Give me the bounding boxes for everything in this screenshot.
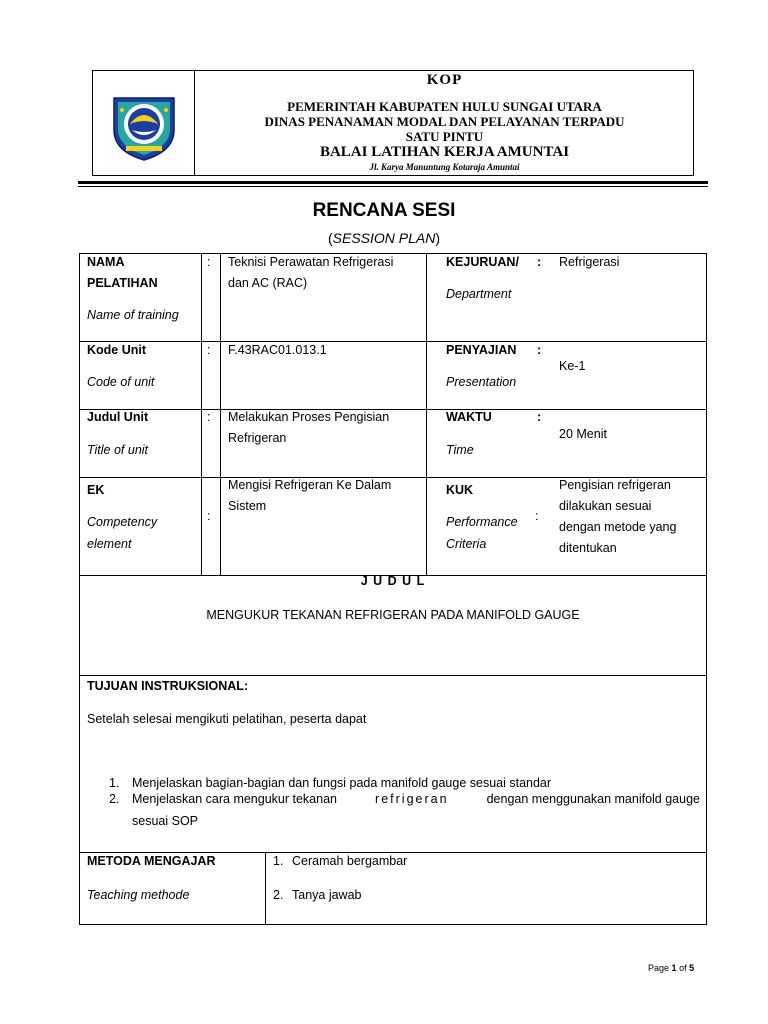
nama-colon: : xyxy=(207,255,211,269)
penyajian-label: PENYAJIAN xyxy=(446,343,517,357)
code-of-unit-label: Code of unit xyxy=(87,375,155,389)
page-number: Page 1 of 5 xyxy=(648,963,695,973)
competency-label: Competency xyxy=(87,515,158,529)
tujuan-item: Menjelaskan bagian-bagian dan fungsi pada manifold gauge sesuai standar xyxy=(132,776,552,790)
kuk-value-cont: ditentukan xyxy=(559,541,617,555)
letterhead-line-government: PEMERINTAH KABUPATEN HULU SUNGAI UTARA xyxy=(287,99,602,114)
metoda-item: Tanya jawab xyxy=(292,888,362,902)
performance-label: Performance xyxy=(446,515,518,529)
waktu-label: WAKTU xyxy=(446,410,492,424)
kejuruan-label: KEJURUAN/ xyxy=(446,255,519,269)
letterhead-address: Jl. Karya Manuntung Kotaraja Amuntai xyxy=(369,162,520,172)
judul-text: MENGUKUR TEKANAN REFRIGERAN PADA MANIFOLD GAUGE xyxy=(206,608,580,622)
letterhead-rule-thick xyxy=(78,181,708,184)
kode-unit-value: F.43RAC01.013.1 xyxy=(228,343,327,357)
kuk-value-cont: dilakukan sesuai xyxy=(559,499,652,513)
judul-unit-value-cont: Refrigeran xyxy=(228,431,287,445)
column-divider xyxy=(201,254,202,575)
metoda-item: Ceramah bergambar xyxy=(292,854,408,868)
tujuan-item: Menjelaskan cara mengukur tekanan refrigeran dengan menggunakan manifold gauge xyxy=(132,792,700,806)
judul-unit-label: Judul Unit xyxy=(87,410,149,424)
nama-label: NAMA xyxy=(87,255,125,269)
ek-colon: : xyxy=(207,509,211,523)
kode-colon: : xyxy=(207,343,211,357)
kuk-value-cont: dengan metode yang xyxy=(559,520,677,534)
tujuan-heading: TUJUAN INSTRUKSIONAL: xyxy=(87,679,249,693)
session-plan-table xyxy=(79,253,707,925)
row-divider xyxy=(80,409,706,410)
ek-label: EK xyxy=(87,483,105,497)
tujuan-item-cont: sesuai SOP xyxy=(132,814,199,828)
row-divider xyxy=(80,341,706,342)
department-label: Department xyxy=(446,287,512,301)
kop-label: KOP xyxy=(426,72,463,84)
tujuan-item-number: 1. xyxy=(109,776,120,790)
judul-colon: : xyxy=(207,410,211,424)
letterhead-line-agency: DINAS PENANAMAN MODAL DAN PELAYANAN TERPADU xyxy=(264,114,625,129)
letterhead-line-institution: BALAI LATIHAN KERJA AMUNTAI xyxy=(319,144,570,160)
pelatihan-label: PELATIHAN xyxy=(87,276,158,290)
time-label: Time xyxy=(446,443,474,457)
nama-value: Teknisi Perawatan Refrigerasi xyxy=(228,255,394,269)
kejuruan-value: Refrigerasi xyxy=(559,255,620,269)
page-subtitle: (SESSION PLAN) xyxy=(327,230,441,246)
kode-unit-label: Kode Unit xyxy=(87,343,147,357)
name-of-training-label: Name of training xyxy=(87,308,179,322)
nama-value-cont: dan AC (RAC) xyxy=(228,276,308,290)
waktu-value: 20 Menit xyxy=(559,427,607,441)
metoda-item-number: 1. xyxy=(273,854,284,868)
metoda-item-number: 2. xyxy=(273,888,284,902)
tujuan-intro: Setelah selesai mengikuti pelatihan, peserta dapat xyxy=(87,712,367,726)
element-label: element xyxy=(87,537,132,551)
kuk-label: KUK xyxy=(446,483,474,497)
teaching-method-label: Teaching methode xyxy=(87,888,190,902)
kuk-colon: : xyxy=(535,509,539,523)
column-divider xyxy=(220,254,221,575)
column-divider xyxy=(265,852,266,924)
ek-value-cont: Sistem xyxy=(228,499,267,513)
page-title: RENCANA SESI xyxy=(312,200,456,221)
kuk-value: Pengisian refrigeran xyxy=(559,478,671,492)
criteria-label: Criteria xyxy=(446,537,487,551)
title-of-unit-label: Title of unit xyxy=(87,443,149,457)
regency-logo-icon xyxy=(108,90,180,162)
judul-heading: J U D U L xyxy=(360,574,426,588)
kejuruan-colon: : xyxy=(537,255,542,269)
metoda-label: METODA MENGAJAR xyxy=(87,854,216,868)
letterhead-rule-thin xyxy=(78,186,708,187)
waktu-colon: : xyxy=(537,410,542,424)
letterhead-line-agency-cont: SATU PINTU xyxy=(405,129,484,144)
penyajian-colon: : xyxy=(537,343,542,357)
penyajian-value: Ke-1 xyxy=(559,359,586,373)
tujuan-item-number: 2. xyxy=(109,792,120,806)
ek-value: Mengisi Refrigeran Ke Dalam xyxy=(228,478,392,492)
presentation-label: Presentation xyxy=(446,375,517,389)
column-divider xyxy=(426,254,427,575)
judul-unit-value: Melakukan Proses Pengisian xyxy=(228,410,390,424)
